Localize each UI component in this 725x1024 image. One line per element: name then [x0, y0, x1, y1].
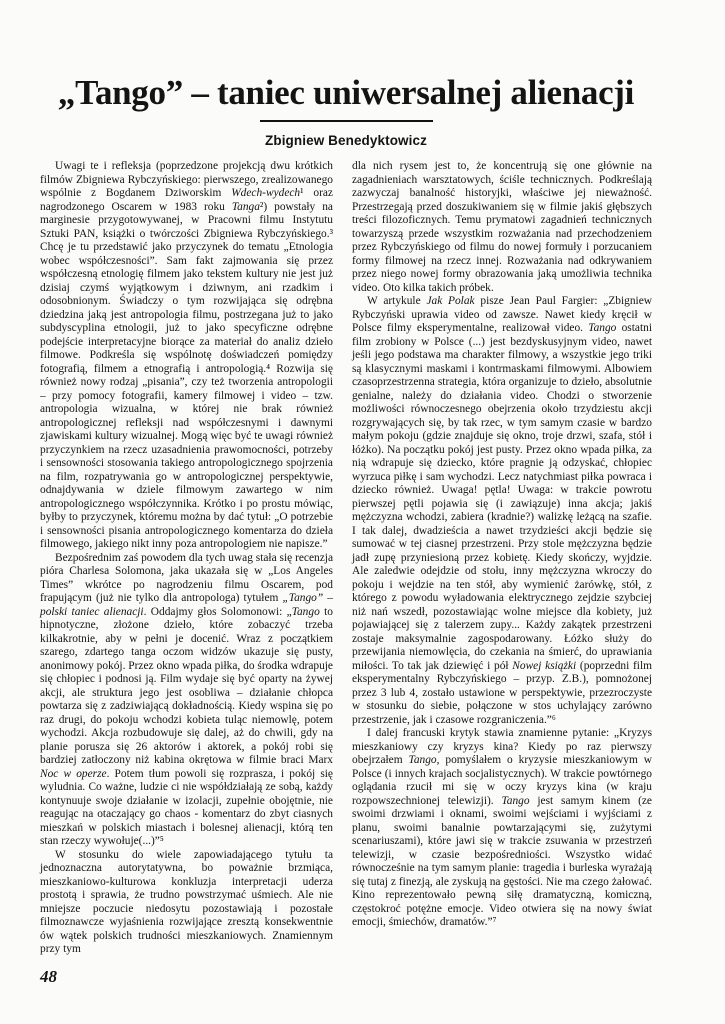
text-run: ²) powstały na marginesie przygotowywanej, w Pracowni filmu Instytutu Sztuki PAN, książki o twórczości Zbigniewa Rybczyńskiego.³ Chcę je tu przedstawić jako przyczynek do tematu „Etnologia wobec współczesności”. Sam fakt zajmowania się przez współczesną etnologię filmem jako tekstem kultury nie jest już dzisiaj czymś wyjątkowym i dziwnym, ani rzadkim i odosobnionym. Świadczy o tym rozwijająca się odrębna dziedzina jaką jest antropologia filmu, postrzegana już to jako subdyscyplina etnologii, już to jako specyficzne odrębne podejście interpretacyjne biorące za materiał do analiz dzieło filmowe. Podkreśla się wspólnotę doświadczeń pomiędzy fotografią, filmem a etnografią i antropologią.⁴ Rozwija się również nowy rodzaj „pisania”, czy też tworzenia antropologii – przy pomocy fotografii, kamery filmowej i video – tzw. antropologia wizualna, w której nie brak również antropologicznej refleksji nad współczesnymi i dawnymi zjawiskami kultury wizualnej. Mogą więc być te uwagi również przyczynkiem na rzecz uzasadnienia prawomocności, potrzeby i sensowności stosowania takiego antropologicznego spojrzenia na film, rozpatrywania go w antropologicznej perspektywie, odnajdywania w dziele filmowym zawartego w nim antropologicznego współczynnika. Krótko i po prostu mówiąc, byłby to przyczynek, któremu można by dać tytuł: „O potrzebie i sensowności pisania antropologicznego komentarza do dzieła filmowego, jakiego nikt inny poza antropologiem nie napisze.”	[40, 200, 333, 550]
paragraph	[352, 160, 652, 295]
paragraph	[352, 295, 652, 727]
paragraph	[40, 160, 333, 552]
page-number: 48	[40, 966, 57, 986]
text-run: . Potem tłum powoli się rozprasza, i pokój się wyludnia. Co ważne, ludzie ci nie współdziałają ze sobą, każdy kontynuuje swoje działanie w izolacji, zupełnie obojętnie, nie reagując na otaczający go chaos - komentarz do zbyt ciasnych mieszkań w polskich miastach i bolesnej alienacji, którą ten stan rzeczy wywołuje(...)”⁵	[40, 767, 333, 847]
italic-text-run: Nowej książki	[512, 659, 577, 672]
text-run: Bezpośrednim zaś powodem dla tych uwag stała się recenzja pióra Charlesa Solomona, jaka ukazała się w „Los Angeles Times” wkrótce po nagrodzeniu filmu Oscarem, pod frapującym (już nie tylko dla antropologa) tytułem	[40, 551, 333, 604]
italic-text-run: Tango	[501, 794, 530, 807]
text-run: W artykule	[367, 295, 427, 307]
text-run: pisze Jean Paul Fargier: „Zbigniew Rybczyński uprawia video od zawsze. Nawet kiedy kręcił w Polsce filmy eksperymentalne, realizował video.	[352, 295, 652, 334]
left-column	[40, 160, 333, 957]
article-body	[40, 160, 652, 957]
paragraph	[40, 552, 333, 849]
article-author: Zbigniew Benedyktowicz	[265, 133, 427, 148]
text-run: ¹ oraz nagrodzonego Oscarem w 1983 roku	[40, 187, 333, 213]
text-run: Uwagi te i refleksja (poprzedzone projekcją dwu krótkich filmów Zbigniewa Rybczyńskiego: pierwszego, zrealizowanego wspólnie z Bogdanem Dziworskim	[40, 160, 333, 199]
text-run: I dalej francuski krytyk stawia znamienne pytanie: „Kryzys mieszkaniowy czy kryzys kina? Kiedy po raz pierwszy obejrzałem	[352, 727, 652, 766]
text-run: jest samym kinem (ze swoimi drzwiami i oknami, swoimi wejściami i wyjściami z planu, swoimi banalnie powtarzającymi się, zużytymi scenariuszami), które jawi się w trakcie zsuwania w przestrzeń telewizji, w czasie bezpośredniości. Wszystko widać równocześnie na tym samym planie: tragedia i burleska wyrażają się tutaj z finezją, ale zyskują na gęstości. Nie ma czego żałować. Kino reprezentowało pewną siłę dramatyczną, komiczną, częstokroć potężne emocje. Video otwiera się na nowy świat emocji, śmiechów, dramatów.”⁷	[352, 794, 652, 928]
italic-text-run: Wdech-wydech	[231, 187, 301, 199]
italic-text-run: Tango	[291, 605, 320, 618]
text-run: ostatni film zrobiony w Polsce (...) jest bezdyskusyjnym video, nawet jeśli jego podstawa ma charakter filmowy, a wszystkie jego triki są klasycznymi maskami i kontrmaskami filmowymi. Albowiem czasoprzestrzenna strategia, która organizuje to dzieło, absolutnie genialne, należy do działania video. Chodzi o stworzenie możliwości równoczesnego obejrzenia około trzydziestu akcji rozgrywających się, by tak rzec, w tym samym czasie w bardzo małym pokoju (gdzie znajduje się okno, troje drzwi, szafa, stół i łóżko). Na początku pokój jest pusty. Przez okno wpada piłka, za nią wdrapuje się dziecko, które pragnie ją odzyskać, chłopiec wyrzuca piłkę i sam wychodzi. Lecz natychmiast piłka powraca i dziecko również. Uwaga! pętla! Uwaga: w trakcie powrotu pierwszej pętli pojawia się (i zawiązuje) inna akcja; jakiś mężczyzna wchodzi, zabiera (kradnie?) walizkę leżącą na szafie. I tak dalej, dwadzieścia a nawet trzydzieści akcji będzie się sumować w tej ciasnej przestrzeni. Przy stole mężczyzna będzie jadł zupę przyniesioną przez kobietę. Kiedy skończy, wyjdzie. Ale zaledwie odejdzie od stołu, inny mężczyzna wkroczy do pokoju i wejdzie na ten stół, aby wymienić żarówkę, stół, z którego z powodu wyładowania elektrycznego zejdzie szybciej niż nań wszedł, pozostawiając wolne miejsce dla kobiety, już pojawiającej się z talerzem zupy... Każdy zakątek przestrzeni zostaje maksymalnie zagospodarowany. Łóżko służy do przewijania niemowlęcia, do czekania na śmierć, do uprawiania miłości. To tak jak dziewięć i pół	[352, 322, 652, 672]
text-run: (poprzedni film eksperymentalny Rybczyńskiego – przyp. Z.B.), pomnożonej przez 3 lub 4, zostało ustawione w perspektywie, przezroczyste w stosunku do siebie, połączone w stos uchylający zarówno przestrzenie, jak i czasowe rozgraniczenia.”⁶	[352, 659, 652, 726]
article-title: „Tango” – taniec uniwersalnej alienacji	[57, 73, 635, 112]
text-run: W stosunku do wiele zapowiadającego tytułu ta jednoznaczna autorytatywna, bo poważnie brzmiąca, mieszkaniowo-kulturowa konkluzja interpretacji uderza prostotą i sprawia, że trudno powstrzymać uśmiech. Ale nie mniejsze poczucie niedosytu pozostawiają i pozostałe filmoznawcze wyjaśnienia rozwijające zresztą konsekwentnie ów wątek polskich trudności mieszkaniowych. Znamiennym przy tym	[40, 848, 333, 955]
italic-text-run: Tango	[588, 322, 617, 334]
italic-text-run: Jak Polak	[426, 295, 475, 307]
paragraph	[352, 727, 652, 930]
italic-text-run: Tanga	[231, 200, 260, 213]
text-run: . Oddajmy głos Solomonowi: „	[143, 605, 292, 618]
right-column	[352, 160, 652, 930]
italic-text-run: Tango	[408, 754, 437, 766]
paragraph	[40, 849, 333, 957]
italic-text-run: „Tango” – polski taniec alienacji	[40, 592, 333, 618]
text-run: dla nich rysem jest to, że koncentrują się one głównie na zagadnieniach warsztatowych, ściśle technicznych. Podkreślają zazwyczaj banalność historyjki, właściwe jej nieważność. Przestrzegają przed doszukiwaniem się w filmie jakiś głębszych treści filozoficznych. Temu prymatowi zagadnień technicznych towarzyszą przede wszystkim rozważania nad przechodzeniem przez Rybczyńskiego od filmu do nowej formuły i porzucaniem formy filmowej na rzecz innej. Rozważania nad odkrywaniem przez niego nowej formy obrazowania jaką umożliwia technika video. Oto kilka takich próbek.	[352, 160, 652, 294]
text-run: to hipnotyczne, złożone dzieło, które zobaczyć trzeba kilkakrotnie, aby w pełni je docenić. Wraz z początkiem szarego, zdartego tanga oczom widzów ukazuje się pusty, anonimowy pokój. Przez okno wpada piłka, do środka wdrapuje się chłopiec i podnosi ją. Film wydaje się być oparty na żywej akcji, ale struktura jego jest osobliwa – działanie chłopca powtarza się z zadziwiającą dokładnością. Kiedy wspina się po raz drugi, do pokoju wchodzi kobieta tuląc niemowlę, potem wychodzi. Akcja rozbudowuje się dalej, aż do chwili, gdy na planie porusza się 26 aktorów i aktorek, a pokój robi się bardziej zatłoczony niż kabina okrętowa w filmie braci Marx	[40, 605, 333, 766]
title-divider	[260, 120, 433, 122]
italic-text-run: Noc w operze	[40, 767, 107, 780]
text-run: , pomyślałem o kryzysie mieszkaniowym w Polsce (i innych krajach socjalistycznych). W trakcie powtórnego oglądania rzucił mi się w oczy kryzys kina (w kraju rozpowszechnionej telewizji).	[352, 754, 652, 807]
